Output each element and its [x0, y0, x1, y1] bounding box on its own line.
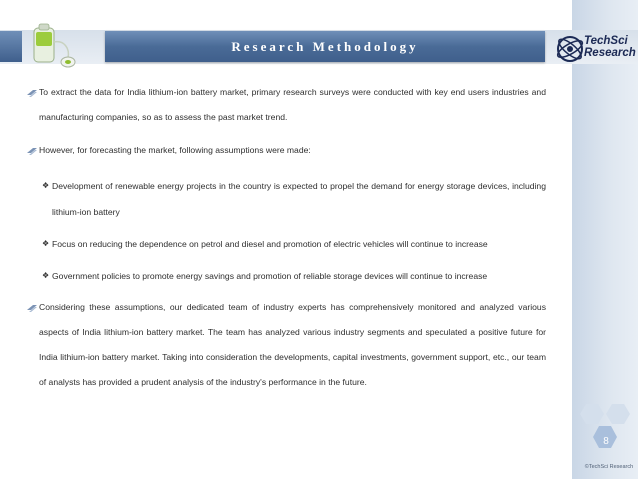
paragraph-3	[28, 295, 546, 395]
bullet-item-3-text: Government policies to promote energy savings and promotion of reliable storage devices will continue to increase	[52, 271, 488, 281]
title-bar-left-cap	[0, 31, 22, 62]
logo-line2: Research	[584, 47, 636, 59]
arrow-bullet-icon	[27, 147, 37, 155]
logo-text	[584, 35, 636, 59]
battery-icon	[30, 22, 78, 72]
arrow-bullet-icon	[27, 89, 37, 97]
hexagon-decoration	[572, 402, 638, 462]
logo-line1: TechSci	[584, 35, 628, 47]
paragraph-2	[28, 138, 546, 163]
diamond-bullet-icon: ❖	[42, 239, 50, 248]
page-title: Research Methodology	[231, 38, 419, 54]
bullet-item-2	[28, 231, 546, 257]
diamond-bullet-icon: ❖	[42, 271, 50, 280]
bullet-item-1	[28, 173, 546, 225]
paragraph-3-text: Considering these assumptions, our dedicated team of industry experts has comprehensively monitored and analyzed various aspects of India lithium-ion battery market. The team has analyzed various industry segments and speculated a positive future for India lithium-ion battery market. Taking into consideration the developments, capital investments, government support, etc., our team of analysts has provided a prudent analysis of the industry's performance in the future.	[39, 302, 546, 387]
paragraph-1	[28, 80, 546, 130]
diamond-bullet-icon: ❖	[42, 181, 50, 190]
paragraph-2-text: However, for forecasting the market, following assumptions were made:	[39, 145, 311, 155]
content-body	[28, 80, 546, 395]
page-number: 8	[603, 436, 609, 447]
copyright-text: ©TechSci Research	[584, 464, 634, 470]
bullet-item-2-text: Focus on reducing the dependence on petrol and diesel and promotion of electric vehicles will continue to increase	[52, 239, 488, 249]
paragraph-1-text: To extract the data for India lithium-ion battery market, primary research surveys were conducted with key end users industries and manufacturing companies, so as to assess the past market trend.	[39, 87, 546, 122]
bullet-item-1-text: Development of renewable energy projects in the country is expected to propel the demand for energy storage devices, including lithium-ion battery	[52, 181, 546, 217]
title-bar	[105, 31, 545, 62]
arrow-bullet-icon	[27, 304, 37, 312]
bullet-item-3	[28, 263, 546, 289]
